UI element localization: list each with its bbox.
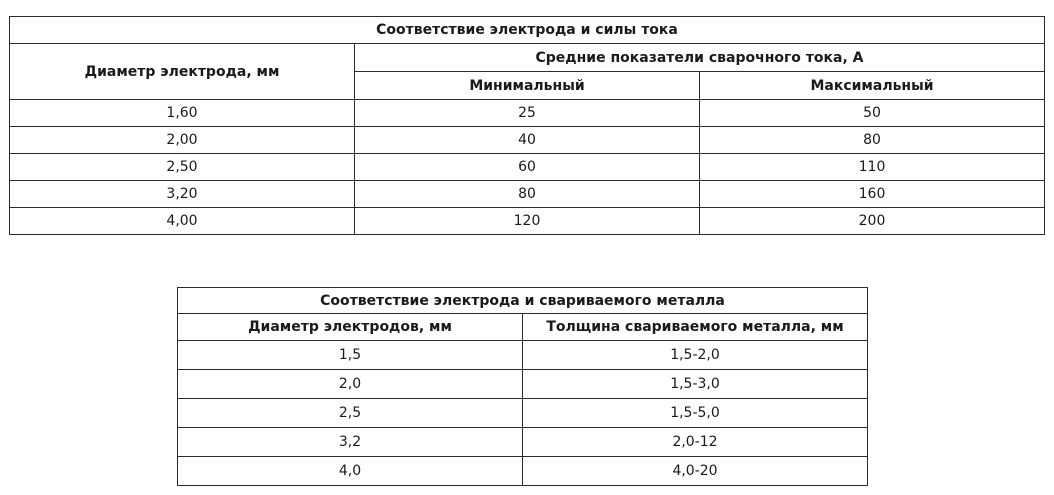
- table1-col-max: Максимальный: [700, 72, 1045, 100]
- table1-cell-min: 80: [355, 181, 700, 208]
- table1-cell-max: 110: [700, 154, 1045, 181]
- table1-cell-max: 50: [700, 100, 1045, 127]
- table-row: [10, 208, 1045, 235]
- table1-cell-diameter: 3,20: [10, 181, 355, 208]
- table2-cell-diameter: 1,5: [178, 341, 523, 370]
- table1-cell-diameter: 1,60: [10, 100, 355, 127]
- table-row: [178, 370, 868, 399]
- table2-cell-thickness: 1,5-2,0: [523, 341, 868, 370]
- table-row: [178, 457, 868, 486]
- table2-cell-thickness: 4,0-20: [523, 457, 868, 486]
- table1-cell-diameter: 2,00: [10, 127, 355, 154]
- table-row: [178, 428, 868, 457]
- table2-cell-diameter: 4,0: [178, 457, 523, 486]
- table1-col-min: Минимальный: [355, 72, 700, 100]
- table-row: [10, 154, 1045, 181]
- table-row: [178, 399, 868, 428]
- table1-cell-diameter: 2,50: [10, 154, 355, 181]
- table1-title: Соответствие электрода и силы тока: [10, 17, 1045, 44]
- electrode-current-table: [9, 16, 1045, 235]
- table-row: [10, 100, 1045, 127]
- table2-col-diameter: Диаметр электродов, мм: [178, 314, 523, 341]
- table1-cell-min: 120: [355, 208, 700, 235]
- table1-col-diameter: Диаметр электрода, мм: [10, 44, 355, 100]
- table2-cell-diameter: 2,0: [178, 370, 523, 399]
- table-row: [178, 341, 868, 370]
- table-row: [10, 181, 1045, 208]
- table1-cell-max: 200: [700, 208, 1045, 235]
- table2-cell-thickness: 1,5-5,0: [523, 399, 868, 428]
- electrode-metal-table: [177, 287, 868, 486]
- table1-cell-max: 80: [700, 127, 1045, 154]
- table2-cell-diameter: 3,2: [178, 428, 523, 457]
- table1-cell-diameter: 4,00: [10, 208, 355, 235]
- table2-title: Соответствие электрода и свариваемого металла: [178, 288, 868, 314]
- table2-cell-thickness: 2,0-12: [523, 428, 868, 457]
- table1-cell-min: 25: [355, 100, 700, 127]
- table1-cell-max: 160: [700, 181, 1045, 208]
- table2-col-thickness: Толщина свариваемого металла, мм: [523, 314, 868, 341]
- table2-cell-diameter: 2,5: [178, 399, 523, 428]
- table1-cell-min: 60: [355, 154, 700, 181]
- table1-col-current-group: Средние показатели сварочного тока, А: [355, 44, 1045, 72]
- table2-cell-thickness: 1,5-3,0: [523, 370, 868, 399]
- table-row: [10, 127, 1045, 154]
- table1-cell-min: 40: [355, 127, 700, 154]
